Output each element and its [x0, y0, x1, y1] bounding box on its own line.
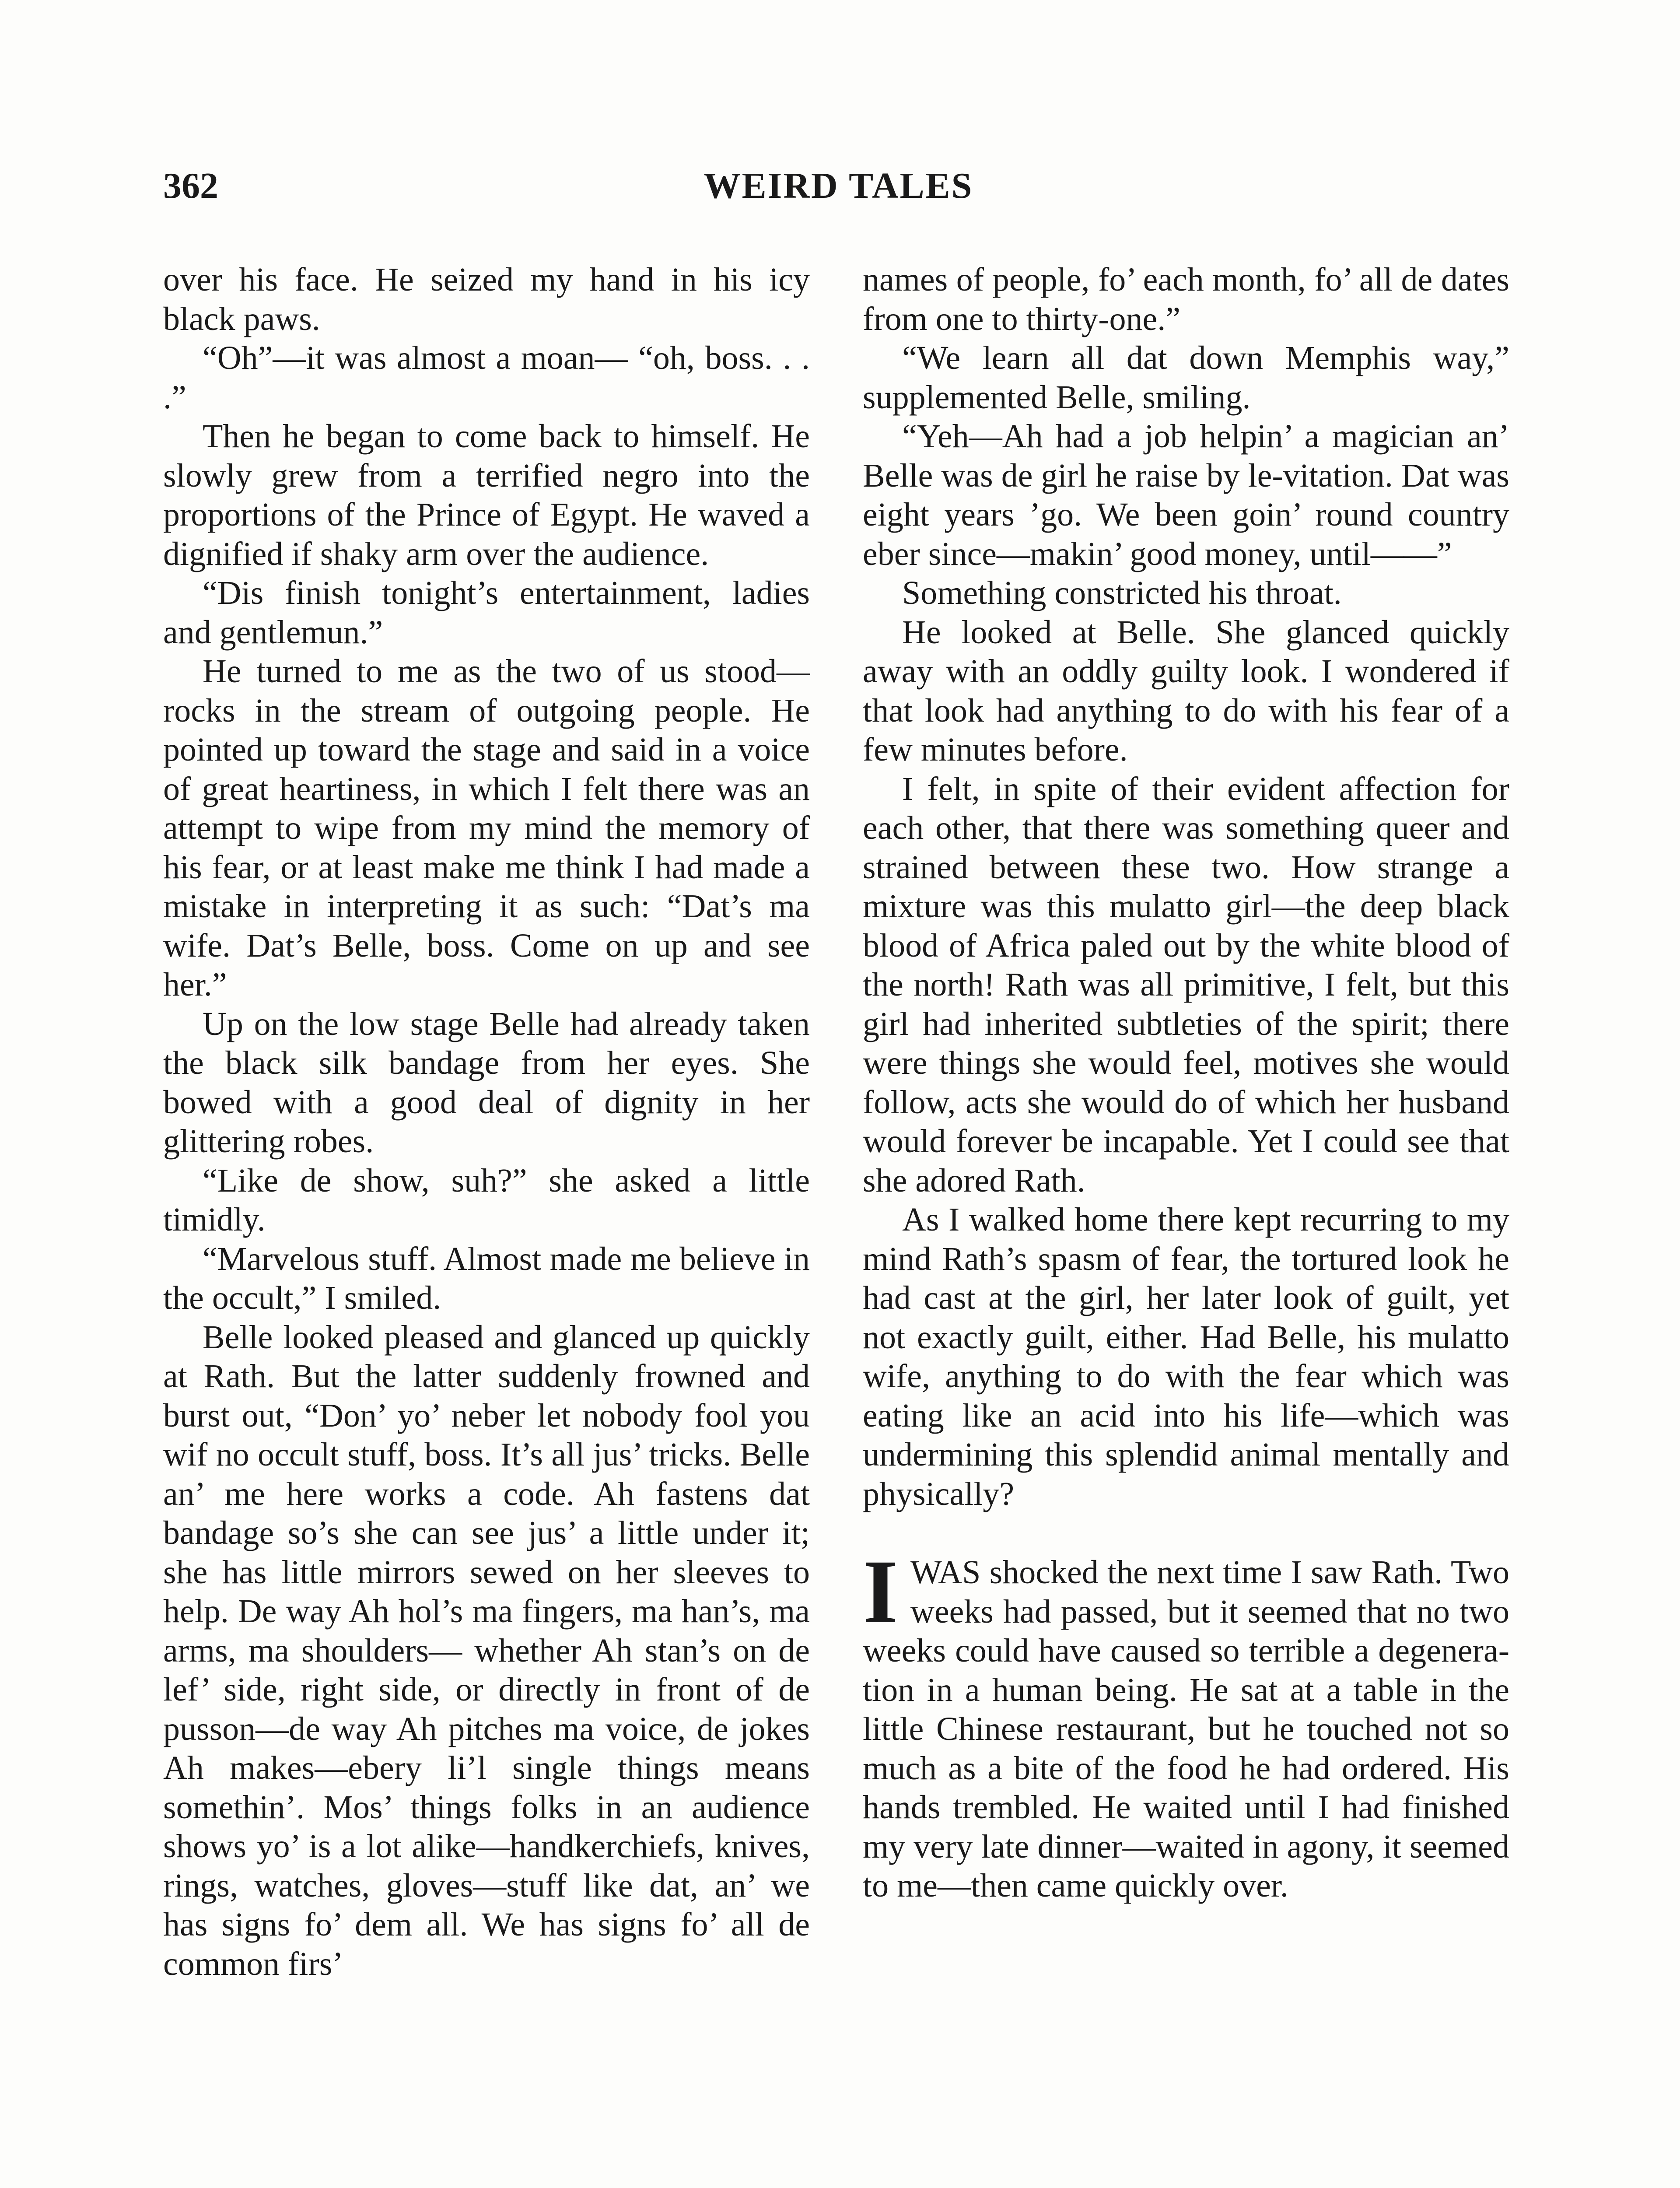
paragraph: Belle looked pleased and glanced up quickly at Rath. But the latter suddenly frowned and burst out, “Don’ yo’ neber let nobody fool you wif no occult stuff, boss. It’s all jus’ tricks. Belle an’ me here works a code. Ah fastens dat bandage so’s she can see jus’ a little under it; she has little mirrors sewed on her sleeves to help. De way Ah hol’s ma fingers, ma han’s, ma arms, ma shoulders— whether Ah stan’s on de lef’ side, right side, or directly in front of de pusson—de way Ah pitches ma voice, de jokes Ah makes—ebery li’l single things means somethin’. Mos’ things folks in an audience shows yo’ is a lot alike—handkerchiefs, knives, rings, watches, gloves—stuff like dat, an’ we has signs fo’ dem all. We has signs fo’ all de common firs’ [163, 1318, 810, 1982]
lead-in-word: WAS [910, 1554, 981, 1591]
paragraph: Then he began to come back to himself. He slowly grew from a terrified negro into the proportions of the Prince of Egypt. He waved a dignified if shaky arm over the audience. [163, 418, 810, 572]
paragraph: He turned to me as the two of us stood—rocks in the stream of outgoing people. He pointed up toward the stage and said in a voice of great heartiness, in which I felt there was an attempt to wipe from my mind the memory of his fear, or at least make me think I had made a mistake in interpreting it as such: “Dat’s ma wife. Dat’s Belle, boss. Come on up and see her.” [163, 653, 810, 1003]
magazine-title: WEIRD TALES [704, 165, 973, 206]
paragraph: Up on the low stage Belle had already taken the black silk bandage from her eyes. She bowed with a good deal of dignity in her glittering robes. [163, 1005, 810, 1160]
section-text: shocked the next time I saw Rath. Two weeks had passed, but it seemed that no two weeks could have caused so terrible a degeneration in a human being. He sat at a table in the little Chinese restaurant, but he touched not so much as a bite of the food he had ordered. His hands trembled. He waited until I had finished my very late dinner—waited in agony, it seemed to me—then came quickly over. [863, 1554, 1509, 1904]
paragraph: Something constricted his throat. [902, 575, 1342, 611]
running-head [163, 160, 1514, 212]
paragraph: “Yeh—Ah had a job helpin’ a magician an’ Belle was de girl he raise by le-vitation. Dat was eight years ’go. We been goin’ round country eber since—makin’ good money, until——” [863, 418, 1509, 572]
section-opening-paragraph [863, 1541, 1509, 1906]
paragraph: “Like de show, suh?” she asked a little timidly. [163, 1162, 810, 1238]
paragraph: “Oh”—it was almost a moan— “oh, boss. . . .” [163, 340, 810, 416]
page-number: 362 [163, 165, 218, 206]
paragraph: names of people, fo’ each month, fo’ all de dates from one to thirty-one.” [863, 261, 1509, 337]
paragraph: I felt, in spite of their evident affection for each other, that there was something queer and strained between these two. How strange a mixture was this mulatto girl—the deep black blood of Africa paled out by the white blood of the north! Rath was all primitive, I felt, but this girl had inherited subtleties of the spirit; there were things she would feel, motives she would follow, acts she would do of which her husband would forever be incapable. Yet I could see that she adored Rath. [863, 770, 1509, 1199]
drop-cap: I [863, 1541, 898, 1642]
paragraph: “Dis finish tonight’s entertainment, ladies and gentlemun.” [163, 575, 810, 651]
paragraph: He looked at Belle. She glanced quickly away with an oddly guilty look. I wondered if that look had anything to do with his fear of a few minutes before. [863, 614, 1509, 768]
left-column [163, 260, 810, 1984]
paragraph: As I walked home there kept recurring to my mind Rath’s spasm of fear, the tortured look he had cast at the girl, her later look of guilt, yet not exactly guilt, either. Had Belle, his mulatto wife, anything to do with the fear which was eating like an acid into his life—which was undermining this splendid animal mentally and physically? [863, 1201, 1509, 1512]
paragraph: “Marvelous stuff. Almost made me believe in the occult,” I smiled. [163, 1240, 810, 1316]
paragraph: “We learn all dat down Memphis way,” supplemented Belle, smiling. [863, 340, 1509, 416]
right-column [863, 260, 1509, 1906]
paragraph: over his face. He seized my hand in his icy black paws. [163, 261, 810, 337]
